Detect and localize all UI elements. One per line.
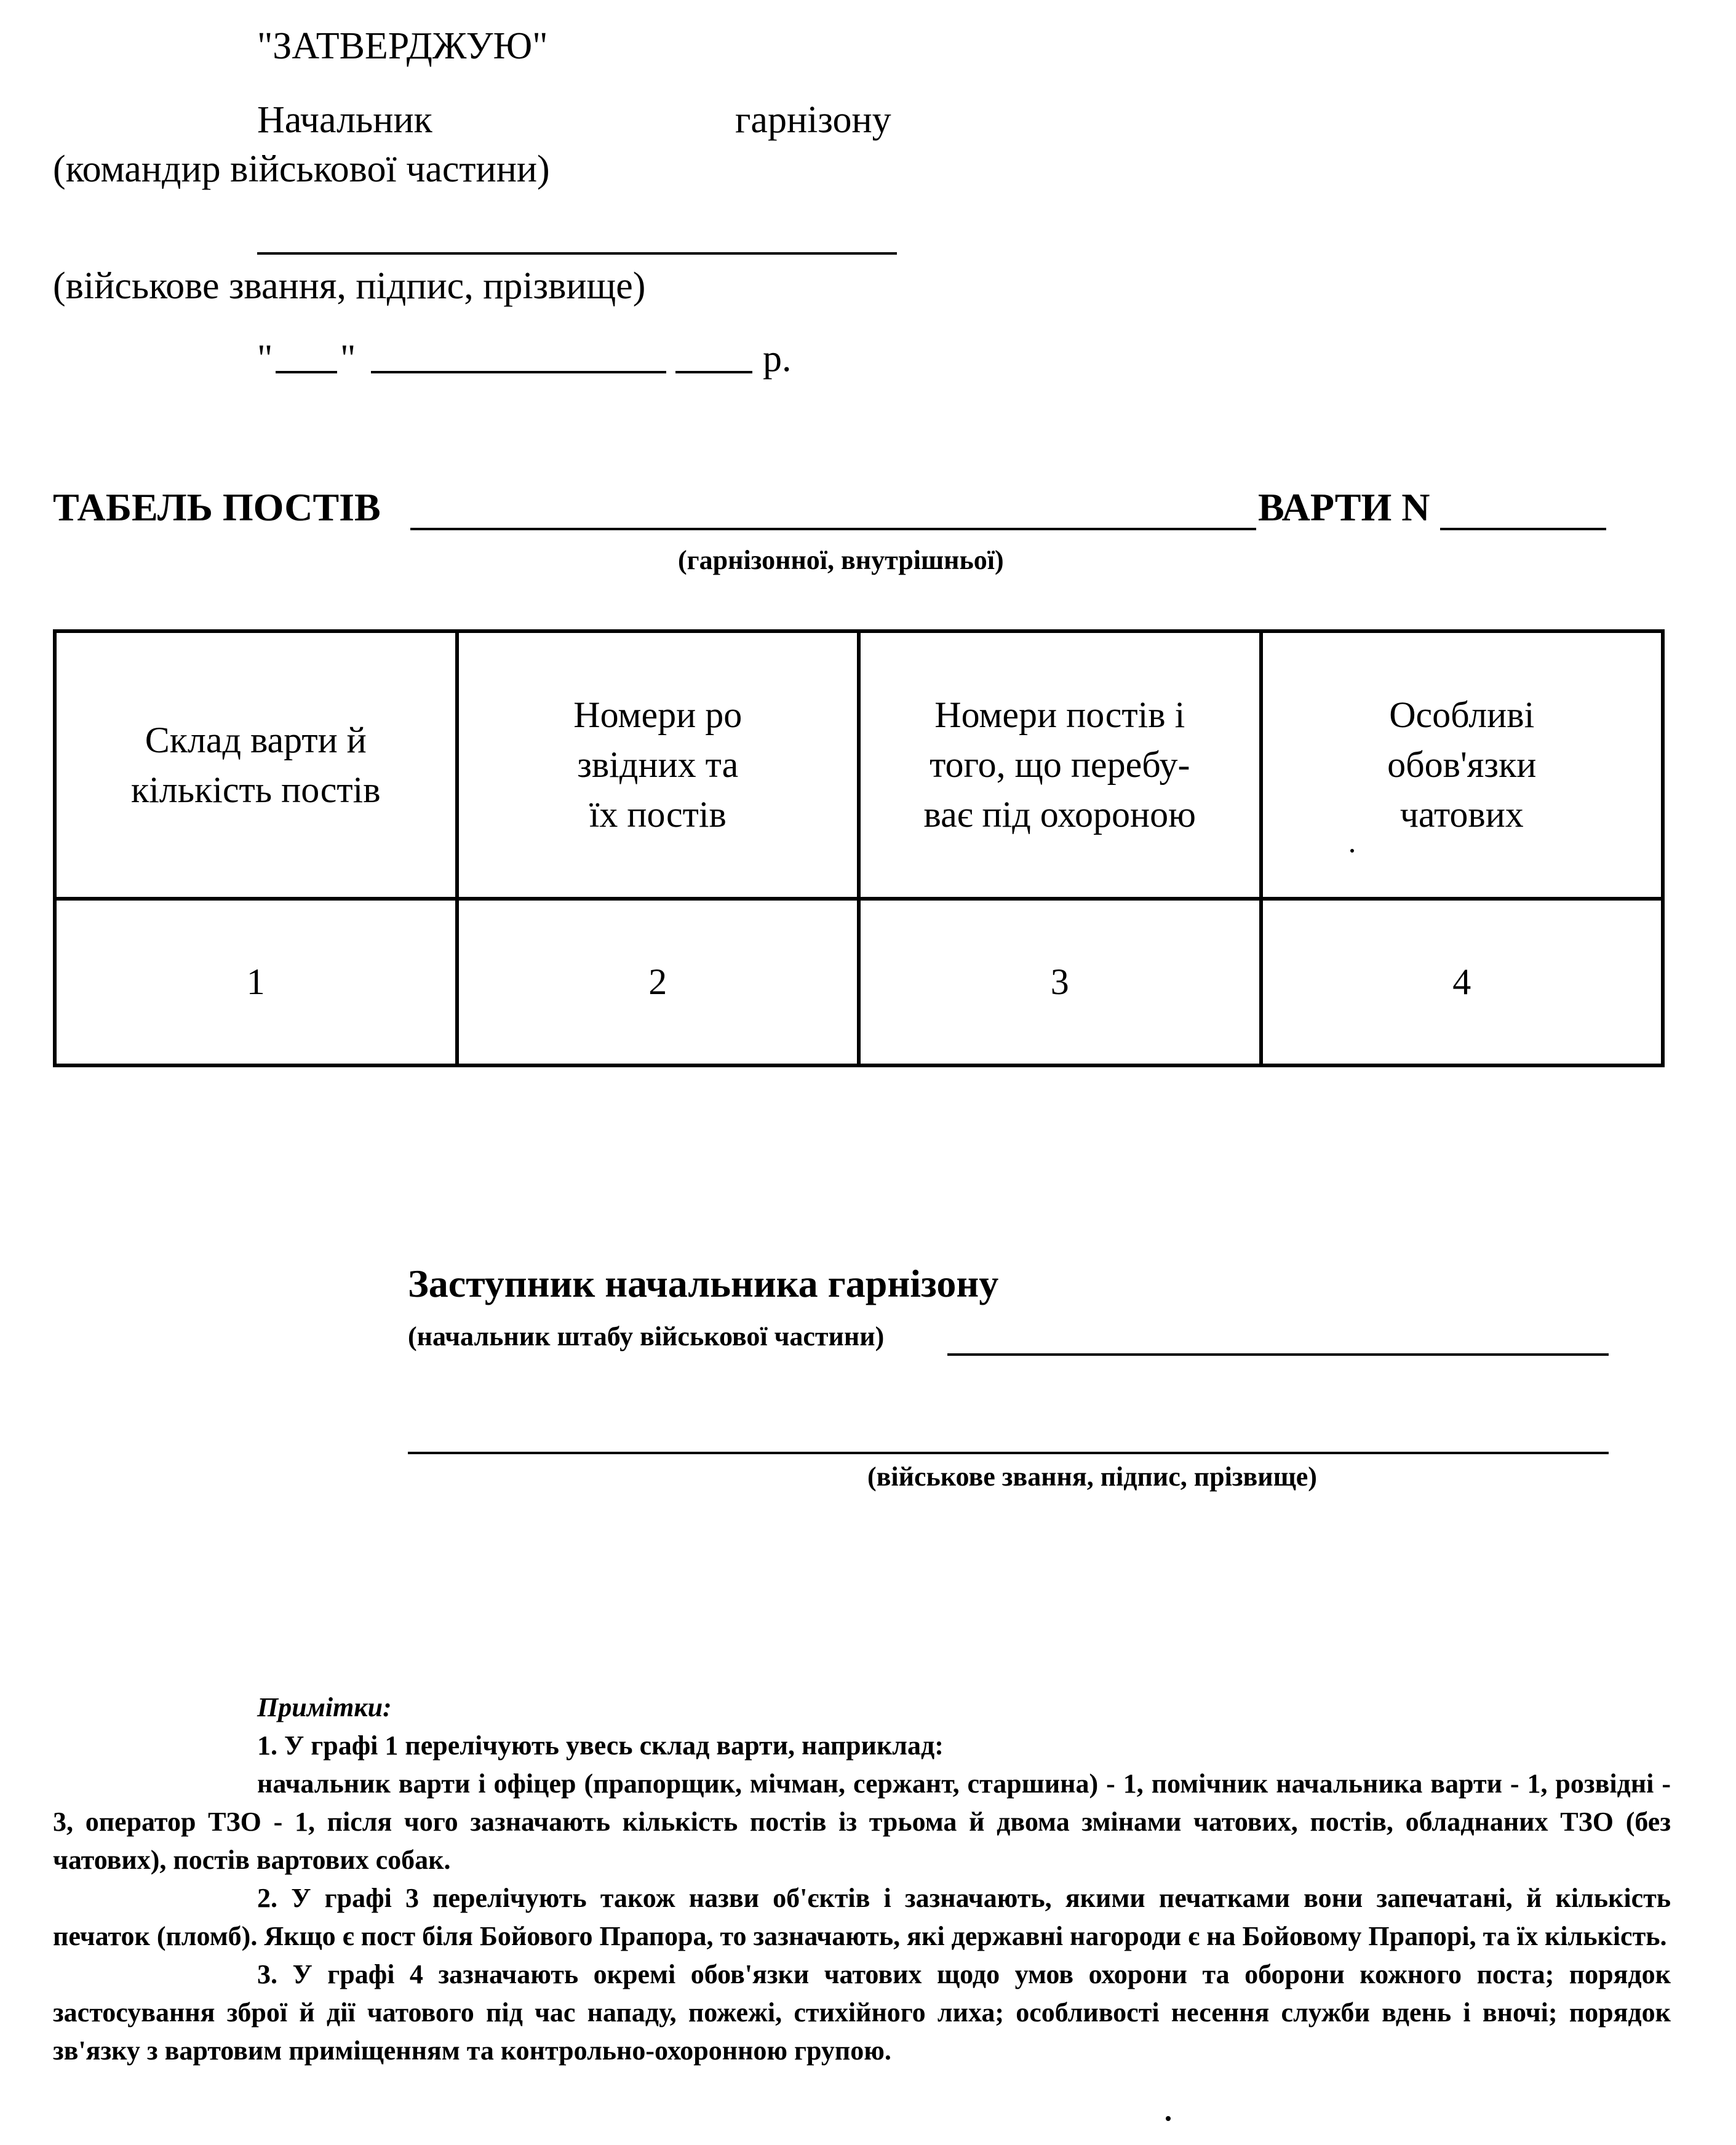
column-number: 4 (1261, 899, 1663, 1065)
header-cell-4 (1261, 631, 1663, 899)
header-line: ває під охороною (923, 794, 1196, 835)
form-title: ТАБЕЛЬ ПОСТІВ (53, 485, 381, 529)
notes-title: Примітки: (257, 1692, 392, 1722)
guard-number-line[interactable] (1440, 528, 1606, 530)
date-year-line[interactable] (675, 371, 752, 373)
deputy-title: Заступник начальника гарнізону (408, 1262, 999, 1305)
header-line: обов'язки (1387, 744, 1537, 786)
notes-section (53, 1689, 1671, 2070)
header-line: звідних та (577, 744, 739, 786)
date-month-line[interactable] (371, 371, 666, 373)
garrison-label: гарнізону (735, 99, 891, 141)
header-line: того, що перебу- (930, 744, 1190, 786)
note-2: 2. У графі 3 перелічують також назви об'єктів і зазначають, якими печатками вони запечатані, й кількість печаток (пломб). Якщо є пост біля Бойового Прапора, то зазначають, які державні нагороди є на Бойовому Прапорі, та їх кількість. (53, 1883, 1671, 1951)
guard-type-note: (гарнізонної, внутрішньої) (678, 545, 1004, 575)
table-number-row (55, 899, 1663, 1065)
commander-note: (командир військової частини) (53, 148, 550, 190)
chief-label: Начальник (257, 99, 432, 141)
date-suffix: р. (763, 338, 792, 380)
deputy-name-line[interactable] (947, 1353, 1609, 1356)
header-line: Особливі (1389, 694, 1535, 736)
rank-signature-note: (військове звання, підпис, прізвище) (53, 265, 646, 307)
note-1: 1. У графі 1 перелічують увесь склад варти, наприклад: (257, 1730, 944, 1761)
header-line: Номери ро (573, 694, 743, 736)
note-3: 3. У графі 4 зазначають окремі обов'язки чатових щодо умов охорони та оборони кожного поста; порядок застосування зброї й дії чатового під час нападу, пожежі, стихійного лиха; особливості несення служби вдень і вночі; порядок зв'язку з вартовим приміщенням та контрольно-охоронною групою. (53, 1959, 1671, 2066)
signature-line[interactable] (257, 252, 897, 255)
deputy-rank-note: (військове звання, підпис, прізвище) (867, 1462, 1317, 1492)
guard-type-line[interactable] (410, 528, 1256, 530)
header-line: Номери постів і (934, 694, 1185, 736)
column-number: 3 (859, 899, 1261, 1065)
note-1-body: начальник варти і офіцер (прапорщик, мічман, сержант, старшина) - 1, помічник начальника варти - 1, розвідні - 3, оператор ТЗО - 1, після чого зазначають кількість постів із трьома й двома змінами чатових, постів, обладнаних ТЗО (без чатових), постів вартових собак. (53, 1769, 1671, 1875)
date-open-quote: " (257, 338, 273, 380)
deputy-signature-line[interactable] (408, 1452, 1609, 1454)
column-number: 1 (55, 899, 457, 1065)
header-line: чатових (1400, 794, 1524, 835)
deputy-subtitle: (начальник штабу військової частини) (408, 1321, 885, 1351)
table-header-row (55, 631, 1663, 899)
guard-number-label: ВАРТИ N (1258, 485, 1430, 529)
stray-dot (1166, 2116, 1171, 2121)
posts-table (53, 629, 1665, 1067)
column-number: 2 (457, 899, 859, 1065)
header-cell-3 (859, 631, 1261, 899)
date-close-quote: " (340, 338, 356, 380)
stray-dot (1350, 849, 1354, 853)
header-line: Склад варти й (145, 719, 367, 760)
date-day-line[interactable] (276, 371, 337, 373)
approval-title: "ЗАТВЕРДЖУЮ" (257, 25, 548, 67)
header-line: кількість постів (130, 769, 381, 810)
header-line: їх постів (589, 794, 727, 835)
header-cell-2 (457, 631, 859, 899)
header-cell-1 (55, 631, 457, 899)
